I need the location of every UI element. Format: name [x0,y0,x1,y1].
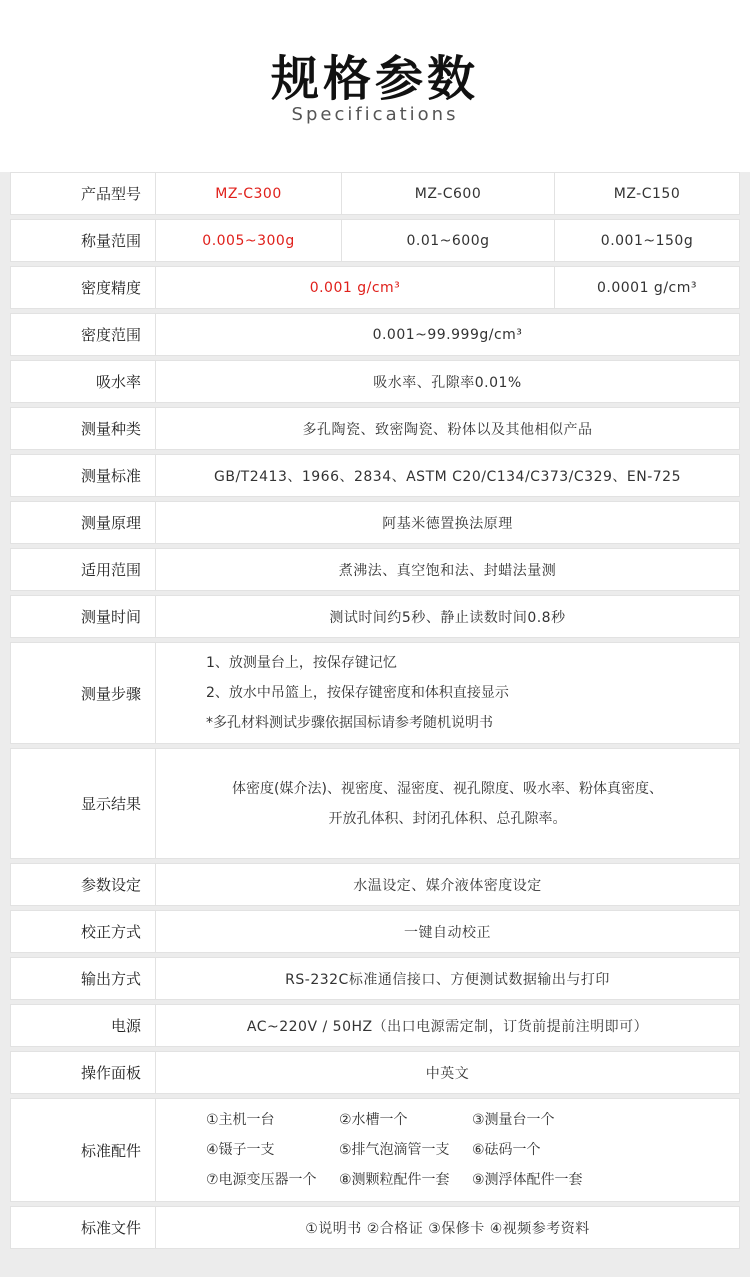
table-row [10,595,740,638]
value-cell: 测试时间约5秒、静止读数时间0.8秒 [329,609,566,626]
table-row [10,548,740,591]
row-label: 密度精度 [11,267,156,308]
value-cell: AC~220V / 50HZ（出口电源需定制，订货前提前注明即可） [246,1018,649,1035]
table-row-steps [10,642,740,744]
row-label: 参数设定 [11,864,156,905]
accessory-item: ⑥砝码一个 [472,1142,541,1158]
page-header [0,0,750,172]
row-label: 吸水率 [11,361,156,402]
page-title: 规格参数 [270,51,479,107]
value-cell: GB/T2413、1966、2834、ASTM C20/C134/C373/C329、EN-725 [214,468,681,485]
row-label: 标准文件 [11,1207,156,1248]
value-cell: 0.005~300g [202,232,295,249]
row-label: 标准配件 [11,1099,156,1201]
row-label: 称量范围 [11,220,156,261]
step-line: *多孔材料测试步骤依据国标请参考随机说明书 [206,715,493,731]
accessory-item: ③测量台一个 [472,1112,555,1128]
table-row [10,863,740,906]
value-cell: RS-232C标准通信接口、方便测试数据输出与打印 [285,971,610,988]
value-cell: 水温设定、媒介液体密度设定 [353,877,542,894]
display-line: 开放孔体积、封闭孔体积、总孔隙率。 [328,810,567,827]
value-cell: 0.001~99.999g/cm³ [372,326,523,343]
model-cell: MZ-C150 [554,173,739,214]
table-row [10,407,740,450]
row-label: 产品型号 [11,173,156,214]
value-cell: 0.01~600g [341,220,554,261]
model-cell: MZ-C300 [215,185,282,202]
row-label: 测量原理 [11,502,156,543]
row-label: 显示结果 [11,749,156,858]
table-row [10,360,740,403]
row-label: 测量步骤 [11,643,156,743]
value-cell: 一键自动校正 [404,924,491,941]
accessory-item: ⑤排气泡滴管一支 [339,1142,450,1158]
table-row [10,313,740,356]
value-cell: 中英文 [425,1065,470,1082]
row-label: 适用范围 [11,549,156,590]
value-cell: 煮沸法、真空饱和法、封蜡法量测 [338,562,557,579]
accessory-item: ⑧测颗粒配件一套 [339,1172,450,1188]
table-row [10,501,740,544]
row-label: 校正方式 [11,911,156,952]
table-row-models [10,172,740,215]
row-label: 操作面板 [11,1052,156,1093]
table-row-display [10,748,740,859]
table-row-range [10,219,740,262]
table-row-documents [10,1206,740,1249]
row-label: 输出方式 [11,958,156,999]
value-cell: 0.0001 g/cm³ [554,267,739,308]
spec-table [10,172,740,1253]
row-label: 电源 [11,1005,156,1046]
table-row [10,957,740,1000]
value-cell: 0.001~150g [554,220,739,261]
accessory-item: ④镊子一支 [206,1142,275,1158]
accessory-item: ②水槽一个 [339,1112,408,1128]
row-label: 测量种类 [11,408,156,449]
table-row-precision [10,266,740,309]
value-cell: 阿基米德置换法原理 [382,515,513,532]
accessory-item: ⑦电源变压器一个 [206,1172,317,1188]
display-line: 体密度(媒介法)、视密度、湿密度、视孔隙度、吸水率、粉体真密度、 [232,780,663,797]
table-row [10,1051,740,1094]
model-cell: MZ-C600 [341,173,554,214]
accessory-item: ①主机一台 [206,1112,275,1128]
accessory-item: ⑨测浮体配件一套 [472,1172,583,1188]
row-label: 测量时间 [11,596,156,637]
value-cell: 0.001 g/cm³ [309,279,401,296]
value-cell: ①说明书 ②合格证 ③保修卡 ④视频参考资料 [305,1220,590,1237]
table-row-accessories [10,1098,740,1202]
row-label: 密度范围 [11,314,156,355]
value-cell: 多孔陶瓷、致密陶瓷、粉体以及其他相似产品 [302,421,593,438]
step-line: 1、放测量台上，按保存键记忆 [206,655,397,671]
row-label: 测量标准 [11,455,156,496]
table-row [10,454,740,497]
table-row [10,1004,740,1047]
page-subtitle: Specifications [291,104,459,125]
step-line: 2、放水中吊篮上，按保存键密度和体积直接显示 [206,685,509,701]
table-row [10,910,740,953]
value-cell: 吸水率、孔隙率0.01% [373,374,522,391]
